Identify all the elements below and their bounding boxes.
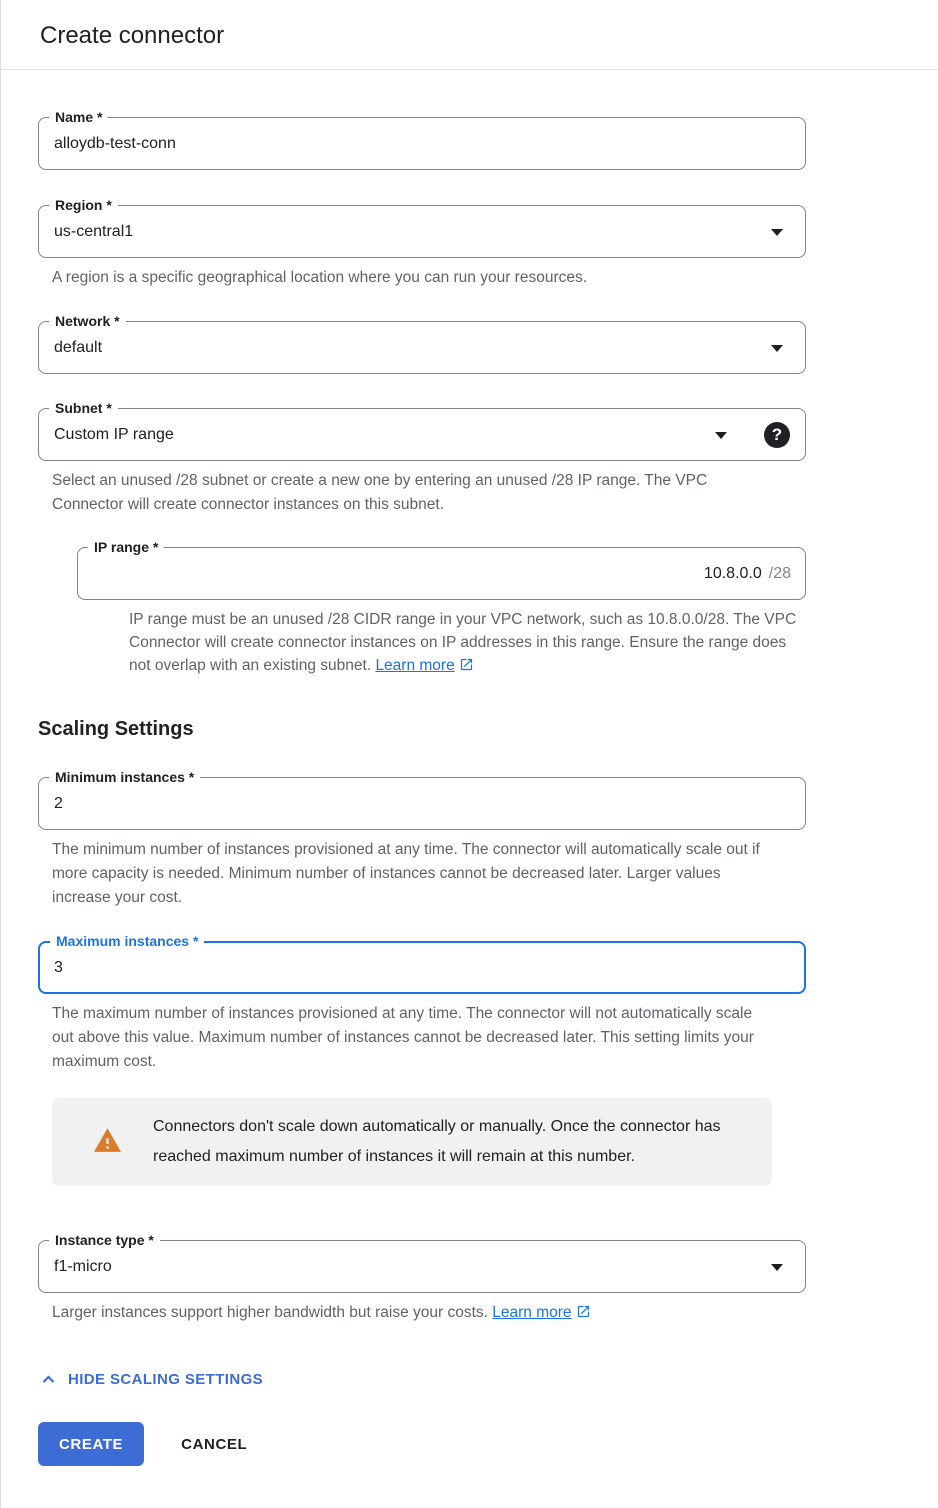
minimum-instances-value: 2 (54, 795, 63, 812)
learn-more-link[interactable] (492, 1304, 590, 1321)
minimum-instances-input[interactable] (38, 769, 806, 830)
region-select[interactable] (38, 197, 806, 258)
subnet-select[interactable] (38, 400, 806, 461)
chevron-down-icon (771, 345, 783, 352)
name-label: Name * (49, 108, 108, 126)
panel-left-border (0, 0, 1, 1508)
ip-range-helper-text (129, 608, 797, 677)
chevron-down-icon (715, 432, 727, 439)
learn-more-link[interactable] (375, 657, 473, 674)
instance-type-helper-body: Larger instances support higher bandwidth but raise your costs. (52, 1304, 493, 1321)
region-value: us-central1 (54, 223, 134, 240)
page-title: Create connector (40, 22, 225, 49)
subnet-label: Subnet * (49, 399, 118, 417)
cancel-button[interactable]: CANCEL (181, 1435, 248, 1453)
instance-type-label: Instance type * (49, 1231, 160, 1249)
maximum-instances-input[interactable] (38, 933, 806, 994)
ip-range-value: 10.8.0.0 (703, 565, 762, 582)
instance-type-value: f1-micro (54, 1258, 112, 1275)
subnet-helper-text: Select an unused /28 subnet or create a new one by entering an unused /28 IP range. The VPC Connector will create connector instances on this subnet. (52, 472, 708, 513)
instance-type-helper-text (52, 1301, 768, 1325)
warning-text: Connectors don't scale down automatically or manually. Once the connector has reached maximum number of instances it will remain at this number. (153, 1118, 721, 1165)
chevron-down-icon (771, 229, 783, 236)
warning-banner (52, 1098, 772, 1186)
ip-range-input[interactable] (77, 539, 806, 600)
chevron-up-icon (38, 1369, 59, 1390)
ip-range-label: IP range * (88, 538, 164, 556)
maximum-instances-label: Maximum instances * (50, 932, 204, 950)
maximum-instances-helper-text: The maximum number of instances provisioned at any time. The connector will not automatically scale out above this value. Maximum number of instances cannot be decreased later. This setting limits your maximum cost. (52, 1005, 754, 1070)
warning-icon (94, 1128, 121, 1152)
network-label: Network * (49, 312, 126, 330)
external-link-icon (576, 1304, 591, 1319)
name-input[interactable] (38, 109, 806, 170)
region-helper-text: A region is a specific geographical location where you can run your resources. (52, 269, 588, 286)
instance-type-select[interactable] (38, 1232, 806, 1293)
actions-row (38, 1422, 938, 1466)
scaling-settings-heading: Scaling Settings (38, 718, 194, 740)
create-button[interactable]: CREATE (38, 1422, 144, 1466)
hide-scaling-settings-label: HIDE SCALING SETTINGS (68, 1371, 264, 1388)
network-select[interactable] (38, 313, 806, 374)
form-content (0, 109, 938, 1466)
external-link-icon (459, 657, 474, 672)
ip-range-value-row (78, 548, 805, 599)
name-value: alloydb-test-conn (54, 135, 176, 152)
help-icon[interactable]: ? (764, 422, 790, 448)
subnet-value: Custom IP range (54, 426, 174, 443)
learn-more-label: Learn more (492, 1304, 572, 1321)
chevron-down-icon (771, 1264, 783, 1271)
network-value: default (54, 339, 103, 356)
minimum-instances-label: Minimum instances * (49, 768, 200, 786)
ip-range-suffix: /28 (768, 565, 791, 582)
panel-header (0, 0, 938, 70)
learn-more-label: Learn more (375, 657, 455, 674)
minimum-instances-helper-text: The minimum number of instances provisioned at any time. The connector will automatically scale out if more capacity is needed. Minimum number of instances cannot be decreased later. Larger values increase your cost. (52, 841, 760, 906)
maximum-instances-value: 3 (54, 959, 63, 976)
hide-scaling-settings-button[interactable] (38, 1369, 263, 1390)
region-label: Region * (49, 196, 118, 214)
ip-range-helper-body: IP range must be an unused /28 CIDR range in your VPC network, such as 10.8.0.0/28. The VPC Connector will create connector instances on IP addresses in this range. Ensure the range does not overlap with an existing subnet. (129, 611, 797, 674)
